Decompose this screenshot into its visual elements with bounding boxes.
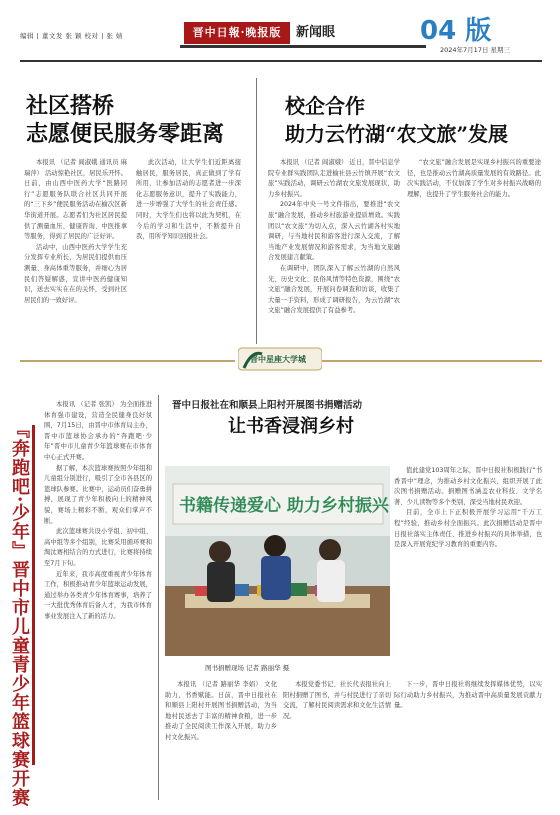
article-left-paragraph: 活动中，山西中医药大学学生充分发挥专业所长，为居民们提供血压测量、身高体重等服务，并细心为居民们答疑解惑，宣讲中医药健康知识，送去实实在在的关怀，受到社区居民们的一致好评。 — [24, 243, 127, 304]
photo-caption: 图书捐赠现场 记者 路丽华 摄 — [205, 664, 290, 672]
article-right-col2 — [407, 158, 541, 338]
article-right-headline — [285, 92, 508, 148]
article-vertical-accent-bar — [32, 425, 35, 765]
article-lower-paragraph: 本报讯 （记者 路丽华 李娟） 文化助力，书香赋能。日前，晋中日报社在和顺县上阳村开展图书捐赠活动，为当地村民送去了丰富的精神食粮，进一步推动了全民阅读工作深入开展，助力乡村文化振兴。 — [165, 681, 277, 741]
banner-rule-right — [322, 360, 542, 362]
editor-credits: 编辑 | 董文发 张 颖 校对 | 张 婧 — [20, 32, 123, 40]
photo-illustration — [165, 466, 390, 656]
article-right-paragraph: 在调研中，团队深入了解云竹湖的自然风光、历史文化、民俗风情等特色资源，围绕“农文旅”融合发展，开展问卷调查和访谈，收集了大量一手资料，形成了调研报告，为云竹湖“农文旅”融合发展提供了有益参考。 — [268, 264, 400, 315]
article-vertical-paragraph: 此次篮球赛共设小学组、初中组、高中组等多个组别，比赛采用循环赛和淘汰赛相结合的方式进行，比赛将持续至7月下旬。 — [44, 528, 152, 567]
header-rule — [180, 45, 426, 48]
article-lower-title: 让书香浸润乡村 — [228, 416, 354, 437]
article-lower-subtitle: 晋中日报社在和顺县上阳村开展图书捐赠活动 — [172, 400, 363, 411]
article-lower-col2 — [283, 680, 391, 795]
article-right-title-line2: 助力云竹湖“农文旅”发展 — [285, 122, 509, 146]
article-lower-paragraph: 值此建党103周年之际，晋中日报社积极践行“书香晋中”理念，为推动乡村文化振兴，组织开展了此次图书捐赠活动。捐赠图书涵盖农业科技、文学名著、少儿读物等多个类别，深受当地村民欢迎。 — [394, 467, 542, 506]
column-divider — [158, 395, 159, 800]
photo-banner-text: 书籍传递爱心 助力乡村振兴 — [179, 496, 389, 516]
top-divider — [20, 60, 542, 62]
article-right-col1 — [268, 158, 400, 338]
article-left-paragraph: 此次活动，让大学生们近距离接触居民，服务居民，真正做到了学有所用，让参加活动的志愿者进一步深化志愿服务意识，提升了实践能力，进一步增强了大学生的社会责任感。同时，大学生们也将以此为契机，在今后的学习和生活中，不断提升自我，用所学知识回报社会。 — [136, 159, 241, 241]
article-right-title-line1: 校企合作 — [285, 94, 365, 118]
issue-date: 2024年7月17日 星期三 — [440, 46, 511, 54]
article-lower-paragraph: 下一步，晋中日报社将继续发挥媒体优势，以实际行动助力乡村振兴，为推动晋中高质量发展贡献力量。 — [394, 681, 542, 710]
banner-text: 晋中星座大学城 — [250, 355, 306, 364]
article-lower-paragraph: 目前，全市上下正积极开展学习运用“千万工程”经验，推动乡村全面振兴。此次捐赠活动是晋中日报社落实主体责任、推进乡村振兴的具体举措，也是深入开展党纪学习教育的重要内容。 — [394, 509, 542, 549]
article-right-paragraph: “农文旅”融合发展是实现乡村振兴的重要途径，也是推动云竹湖高质量发展的有效路径。此次实践活动，不仅加深了学生对乡村振兴战略的理解，也提升了学生服务社会的能力。 — [407, 159, 541, 198]
article-vertical-paragraph: 本报讯 （记者 张凯） 为全面推进体育强市建设，营造全民健身良好氛围，7月15日，由晋中市体育局主办，晋中市篮球协会承办的“奔跑吧·少年”晋中市儿童青少年篮球赛在市体育中心正式开赛。 — [44, 401, 152, 461]
section-title: 新闻眼 — [296, 25, 336, 40]
article-vertical-paragraph: 据了解，本次篮球赛按照少年组和儿童组分别进行，吸引了全市各县区的篮球队参赛。比赛中，运动员们奋勇拼搏，展现了青少年积极向上的精神风貌，赛场上精彩不断，观众们掌声不断。 — [44, 464, 152, 525]
newspaper-logo: 晋中日報·晚报版 — [184, 22, 290, 44]
banner-rule-left — [20, 360, 235, 362]
article-vertical-headline: 『奔跑吧·少年』晋中市儿童青少年篮球赛开赛 — [9, 420, 30, 808]
article-left-col1 — [24, 158, 127, 336]
article-left-col2 — [136, 158, 241, 336]
article-lower-col1 — [165, 680, 277, 795]
article-left-title-line2: 志愿便民服务零距离 — [26, 121, 225, 147]
page-number: 04 版 — [420, 16, 492, 46]
book-donation-photo — [165, 466, 390, 656]
article-left-headline — [26, 92, 224, 148]
article-right-paragraph: 本报讯 （记者 阎淑娥） 近日，晋中信息学院专业群实践团队走进榆社县云竹镇开展“农文旅”实践活动，调研云竹湖农文旅发展现状，助力乡村振兴。 — [268, 159, 400, 198]
article-lower-paragraph: 本报党委书记、社长代表报社向上阳村捐赠了图书，并与村民进行了亲切交流，了解村民阅读需求和文化生活情况。 — [283, 681, 391, 720]
article-left-paragraph: 本报讯 （记者 阎淑娥 通讯员 麻瑞萍） 活动惊艳社区，居民乐开怀。日前，由山西中医药大学“医路同行”志愿服务队联合社区共同开展的“三下乡”便民服务活动在榆次区新华街道开展。志愿者们为社区居民提供了测量血压、健康咨询、中医推拿等服务，得到了居民的广泛好评。 — [24, 159, 127, 241]
article-vertical-paragraph: 近年来，我市高度重视青少年体育工作，积极推动青少年篮球运动发展，通过举办各类青少年体育赛事，培养了一大批优秀体育后备人才，为我市体育事业发展注入了新的活力。 — [44, 570, 152, 620]
article-lower-col3 — [394, 680, 542, 795]
article-vertical-body — [44, 400, 152, 795]
article-right-paragraph: 2024年中央一号文件指出，要推进“农文旅”融合发展，推动乡村旅游业提质增效。实践团以“农文旅”为切入点，深入云竹湖各村实地调研，与当地村民和游客进行深入交流，了解当地产业发展情况和游客需求，为当地文旅融合发展建言献策。 — [268, 201, 400, 262]
column-divider — [256, 78, 257, 344]
article-lower-right-col — [394, 466, 542, 671]
article-left-title-line1: 社区搭桥 — [26, 93, 115, 119]
